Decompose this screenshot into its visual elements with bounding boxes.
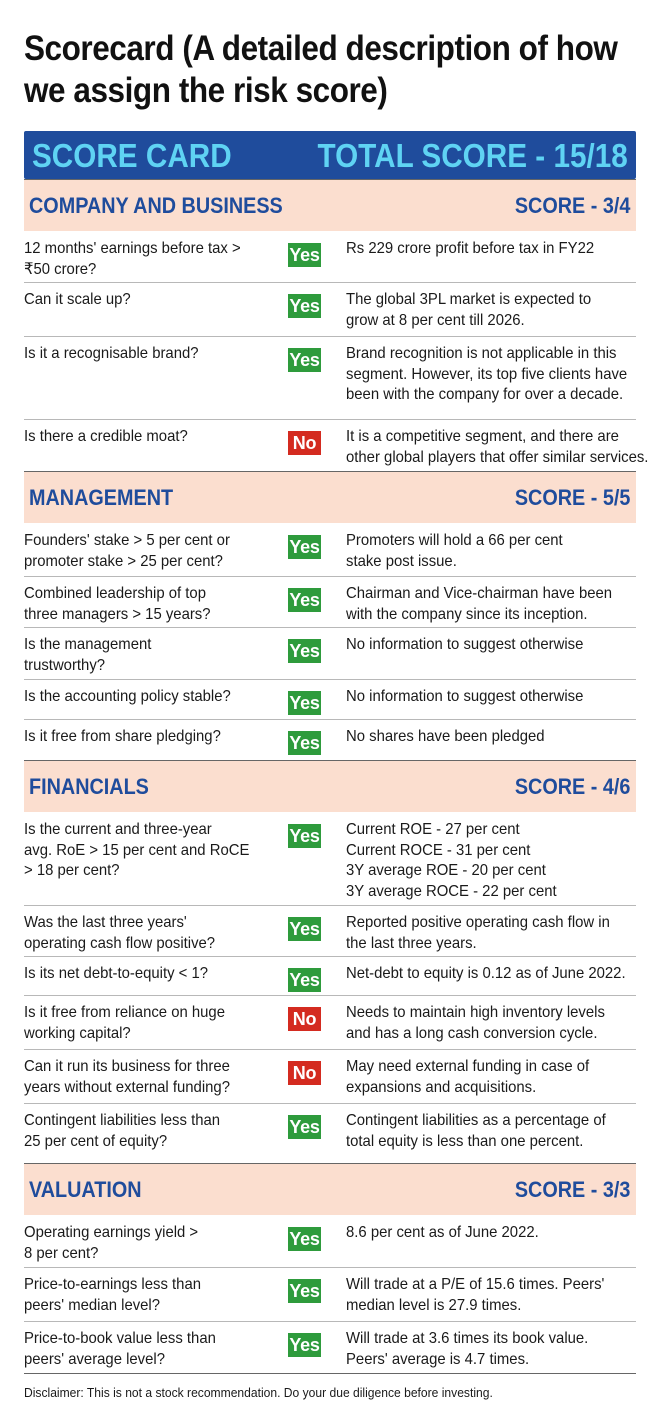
page-title-line-1: Scorecard (A detailed description of how xyxy=(24,29,618,68)
criterion-question xyxy=(24,1329,216,1370)
answer-line: Peers' average is 4.7 times. xyxy=(346,1350,530,1368)
answer-line: Current ROE - 27 per cent xyxy=(346,821,520,838)
yes-badge: Yes xyxy=(289,1335,320,1355)
yes-badge: Yes xyxy=(289,1229,320,1249)
answer-line: The global 3PL market is expected to xyxy=(346,291,592,308)
section-score: SCORE - 5/5 xyxy=(514,485,630,510)
answer-line: been with the company for over a decade. xyxy=(346,386,624,403)
criterion-question xyxy=(24,1275,201,1316)
section-score: SCORE - 3/4 xyxy=(514,193,630,218)
yes-badge: Yes xyxy=(289,919,320,939)
answer-line: Rs 229 crore profit before tax in FY22 xyxy=(346,240,595,257)
score-card-banner xyxy=(24,131,636,179)
answer-line: with the company since its inception. xyxy=(346,605,588,623)
section-header xyxy=(24,180,636,231)
yes-badge: Yes xyxy=(289,296,320,316)
scorecard-row xyxy=(24,576,636,627)
question-line: ₹50 crore? xyxy=(24,260,97,278)
yes-badge: Yes xyxy=(289,590,320,610)
scorecard-row xyxy=(24,956,636,995)
no-badge: No xyxy=(288,1007,321,1031)
no-badge: No xyxy=(288,431,321,455)
scorecard-row xyxy=(24,336,636,419)
criterion-answer xyxy=(346,1275,604,1316)
scorecard-row xyxy=(24,627,636,679)
answer-line: total equity is less than one percent. xyxy=(346,1132,584,1150)
scorecard-row xyxy=(24,995,636,1049)
scorecard-row xyxy=(24,1321,636,1373)
question-line: Is it free from reliance on huge xyxy=(24,1004,225,1021)
question-line: Can it scale up? xyxy=(24,291,131,308)
criterion-answer xyxy=(346,1329,588,1370)
yes-badge: Yes xyxy=(289,733,320,753)
question-line: Founders' stake > 5 per cent or xyxy=(24,532,230,549)
question-line: peers' median level? xyxy=(24,1296,161,1314)
criterion-answer xyxy=(346,344,627,406)
criterion-question xyxy=(24,427,188,448)
section-score: SCORE - 4/6 xyxy=(514,774,630,799)
criterion-answer xyxy=(346,1057,589,1098)
question-line: 12 months' earnings before tax > xyxy=(24,240,241,257)
yes-badge: Yes xyxy=(289,641,320,661)
criterion-answer xyxy=(346,727,545,748)
answer-line: No information to suggest otherwise xyxy=(346,688,584,705)
answer-line: stake post issue. xyxy=(346,552,457,570)
question-line: three managers > 15 years? xyxy=(24,605,211,623)
question-line: Price-to-book value less than xyxy=(24,1330,216,1347)
answer-line: May need external funding in case of xyxy=(346,1058,590,1075)
question-line: Is it free from share pledging? xyxy=(24,728,221,745)
criterion-question xyxy=(24,727,221,748)
answer-line: the last three years. xyxy=(346,934,477,952)
section-name: VALUATION xyxy=(29,1177,142,1202)
yes-badge: Yes xyxy=(289,826,320,846)
answer-line: median level is 27.9 times. xyxy=(346,1296,522,1314)
criterion-answer xyxy=(346,531,563,572)
criterion-question xyxy=(24,820,249,882)
section-name: MANAGEMENT xyxy=(29,485,174,510)
scorecard-row xyxy=(24,419,649,471)
answer-line: Will trade at 3.6 times its book value. xyxy=(346,1330,589,1347)
question-line: Is the current and three-year xyxy=(24,821,212,838)
scorecard-row xyxy=(24,523,636,576)
criterion-answer xyxy=(346,584,612,625)
scorecard-row xyxy=(24,719,636,760)
criterion-question xyxy=(24,584,211,625)
criterion-answer xyxy=(346,1223,539,1244)
answer-line: No information to suggest otherwise xyxy=(346,636,584,653)
section-header xyxy=(24,472,636,523)
page-title-line-2: we assign the risk score) xyxy=(24,71,388,110)
question-line: promoter stake > 25 per cent? xyxy=(24,552,223,570)
yes-badge: Yes xyxy=(289,350,320,370)
criterion-answer xyxy=(346,687,583,708)
criterion-answer xyxy=(346,239,594,260)
criterion-question xyxy=(24,1111,220,1152)
section-name: COMPANY AND BUSINESS xyxy=(29,193,283,218)
answer-line: 3Y average ROCE - 22 per cent xyxy=(346,882,557,900)
answer-line: 8.6 per cent as of June 2022. xyxy=(346,1224,539,1241)
answer-line: and has a long cash conversion cycle. xyxy=(346,1024,598,1042)
answer-line: It is a competitive segment, and there are xyxy=(346,428,619,445)
criterion-question xyxy=(24,1057,230,1098)
answer-line: expansions and acquisitions. xyxy=(346,1078,537,1096)
banner-label: SCORE CARD xyxy=(32,137,232,174)
answer-line: Contingent liabilities as a percentage of xyxy=(346,1112,606,1129)
answer-line: other global players that offer similar services. xyxy=(346,448,649,466)
question-line: Combined leadership of top xyxy=(24,585,206,602)
disclaimer: Disclaimer: This is not a stock recommendation. Do your due diligence before investing. xyxy=(24,1385,493,1400)
answer-line: Promoters will hold a 66 per cent xyxy=(346,532,563,549)
criterion-answer xyxy=(346,913,610,954)
yes-badge: Yes xyxy=(289,537,320,557)
yes-badge: Yes xyxy=(289,970,320,990)
scorecard-row xyxy=(24,1215,636,1267)
question-line: trustworthy? xyxy=(24,656,106,674)
criterion-question xyxy=(24,1003,225,1044)
criterion-answer xyxy=(346,820,557,902)
answer-line: No shares have been pledged xyxy=(346,728,545,745)
question-line: Is the management xyxy=(24,636,152,653)
criterion-answer xyxy=(346,427,648,468)
answer-line: Reported positive operating cash flow in xyxy=(346,914,610,931)
criterion-question xyxy=(24,913,215,954)
question-line: working capital? xyxy=(24,1024,131,1042)
criterion-answer xyxy=(346,290,591,331)
section-header xyxy=(24,1164,636,1215)
answer-line: Will trade at a P/E of 15.6 times. Peers' xyxy=(346,1276,605,1293)
question-line: years without external funding? xyxy=(24,1078,230,1096)
question-line: Was the last three years' xyxy=(24,914,187,931)
answer-line: 3Y average ROE - 20 per cent xyxy=(346,862,546,879)
criterion-question xyxy=(24,635,151,676)
scorecard-row xyxy=(24,812,636,905)
question-line: Can it run its business for three xyxy=(24,1058,230,1075)
yes-badge: Yes xyxy=(289,245,320,265)
table-bottom-rule xyxy=(24,1373,636,1374)
question-line: Is there a credible moat? xyxy=(24,428,188,445)
yes-badge: Yes xyxy=(289,1117,320,1137)
answer-line: grow at 8 per cent till 2026. xyxy=(346,311,525,329)
section-score: SCORE - 3/3 xyxy=(514,1177,630,1202)
section-name: FINANCIALS xyxy=(29,774,149,799)
criterion-question xyxy=(24,344,199,365)
criterion-answer xyxy=(346,964,626,985)
question-line: peers' average level? xyxy=(24,1350,165,1368)
answer-line: segment. However, its top five clients have xyxy=(346,365,628,383)
criterion-question xyxy=(24,1223,198,1264)
question-line: Is the accounting policy stable? xyxy=(24,688,231,705)
question-line: Contingent liabilities less than xyxy=(24,1112,221,1129)
total-score: TOTAL SCORE - 15/18 xyxy=(317,137,628,174)
question-line: Is its net debt-to-equity < 1? xyxy=(24,965,209,982)
question-line: 25 per cent of equity? xyxy=(24,1132,168,1150)
scorecard-row xyxy=(24,282,636,336)
criterion-answer xyxy=(346,1003,605,1044)
question-line: Operating earnings yield > xyxy=(24,1224,199,1241)
no-badge: No xyxy=(288,1061,321,1085)
scorecard-row xyxy=(24,905,636,956)
page-title xyxy=(24,28,618,112)
criterion-question xyxy=(24,290,131,311)
scorecard-row xyxy=(24,1049,636,1103)
answer-line: Brand recognition is not applicable in this xyxy=(346,345,617,362)
question-line: > 18 per cent? xyxy=(24,862,120,879)
question-line: 8 per cent? xyxy=(24,1244,99,1262)
yes-badge: Yes xyxy=(289,1281,320,1301)
criterion-question xyxy=(24,964,208,985)
question-line: avg. RoE > 15 per cent and RoCE xyxy=(24,841,250,859)
scorecard-row xyxy=(24,1267,636,1321)
answer-line: Chairman and Vice-chairman have been xyxy=(346,585,613,602)
answer-line: Current ROCE - 31 per cent xyxy=(346,841,531,859)
yes-badge: Yes xyxy=(289,693,320,713)
answer-line: Net-debt to equity is 0.12 as of June 2022. xyxy=(346,965,626,982)
question-line: operating cash flow positive? xyxy=(24,934,216,952)
question-line: Is it a recognisable brand? xyxy=(24,345,199,362)
scorecard-row xyxy=(24,679,636,719)
answer-line: Needs to maintain high inventory levels xyxy=(346,1004,605,1021)
question-line: Price-to-earnings less than xyxy=(24,1276,201,1293)
criterion-answer xyxy=(346,1111,606,1152)
criterion-answer xyxy=(346,635,583,656)
scorecard-row xyxy=(24,1103,636,1163)
criterion-question xyxy=(24,531,230,572)
section-header xyxy=(24,761,636,812)
criterion-question xyxy=(24,687,231,708)
scorecard-row xyxy=(24,231,636,282)
criterion-question xyxy=(24,239,241,280)
